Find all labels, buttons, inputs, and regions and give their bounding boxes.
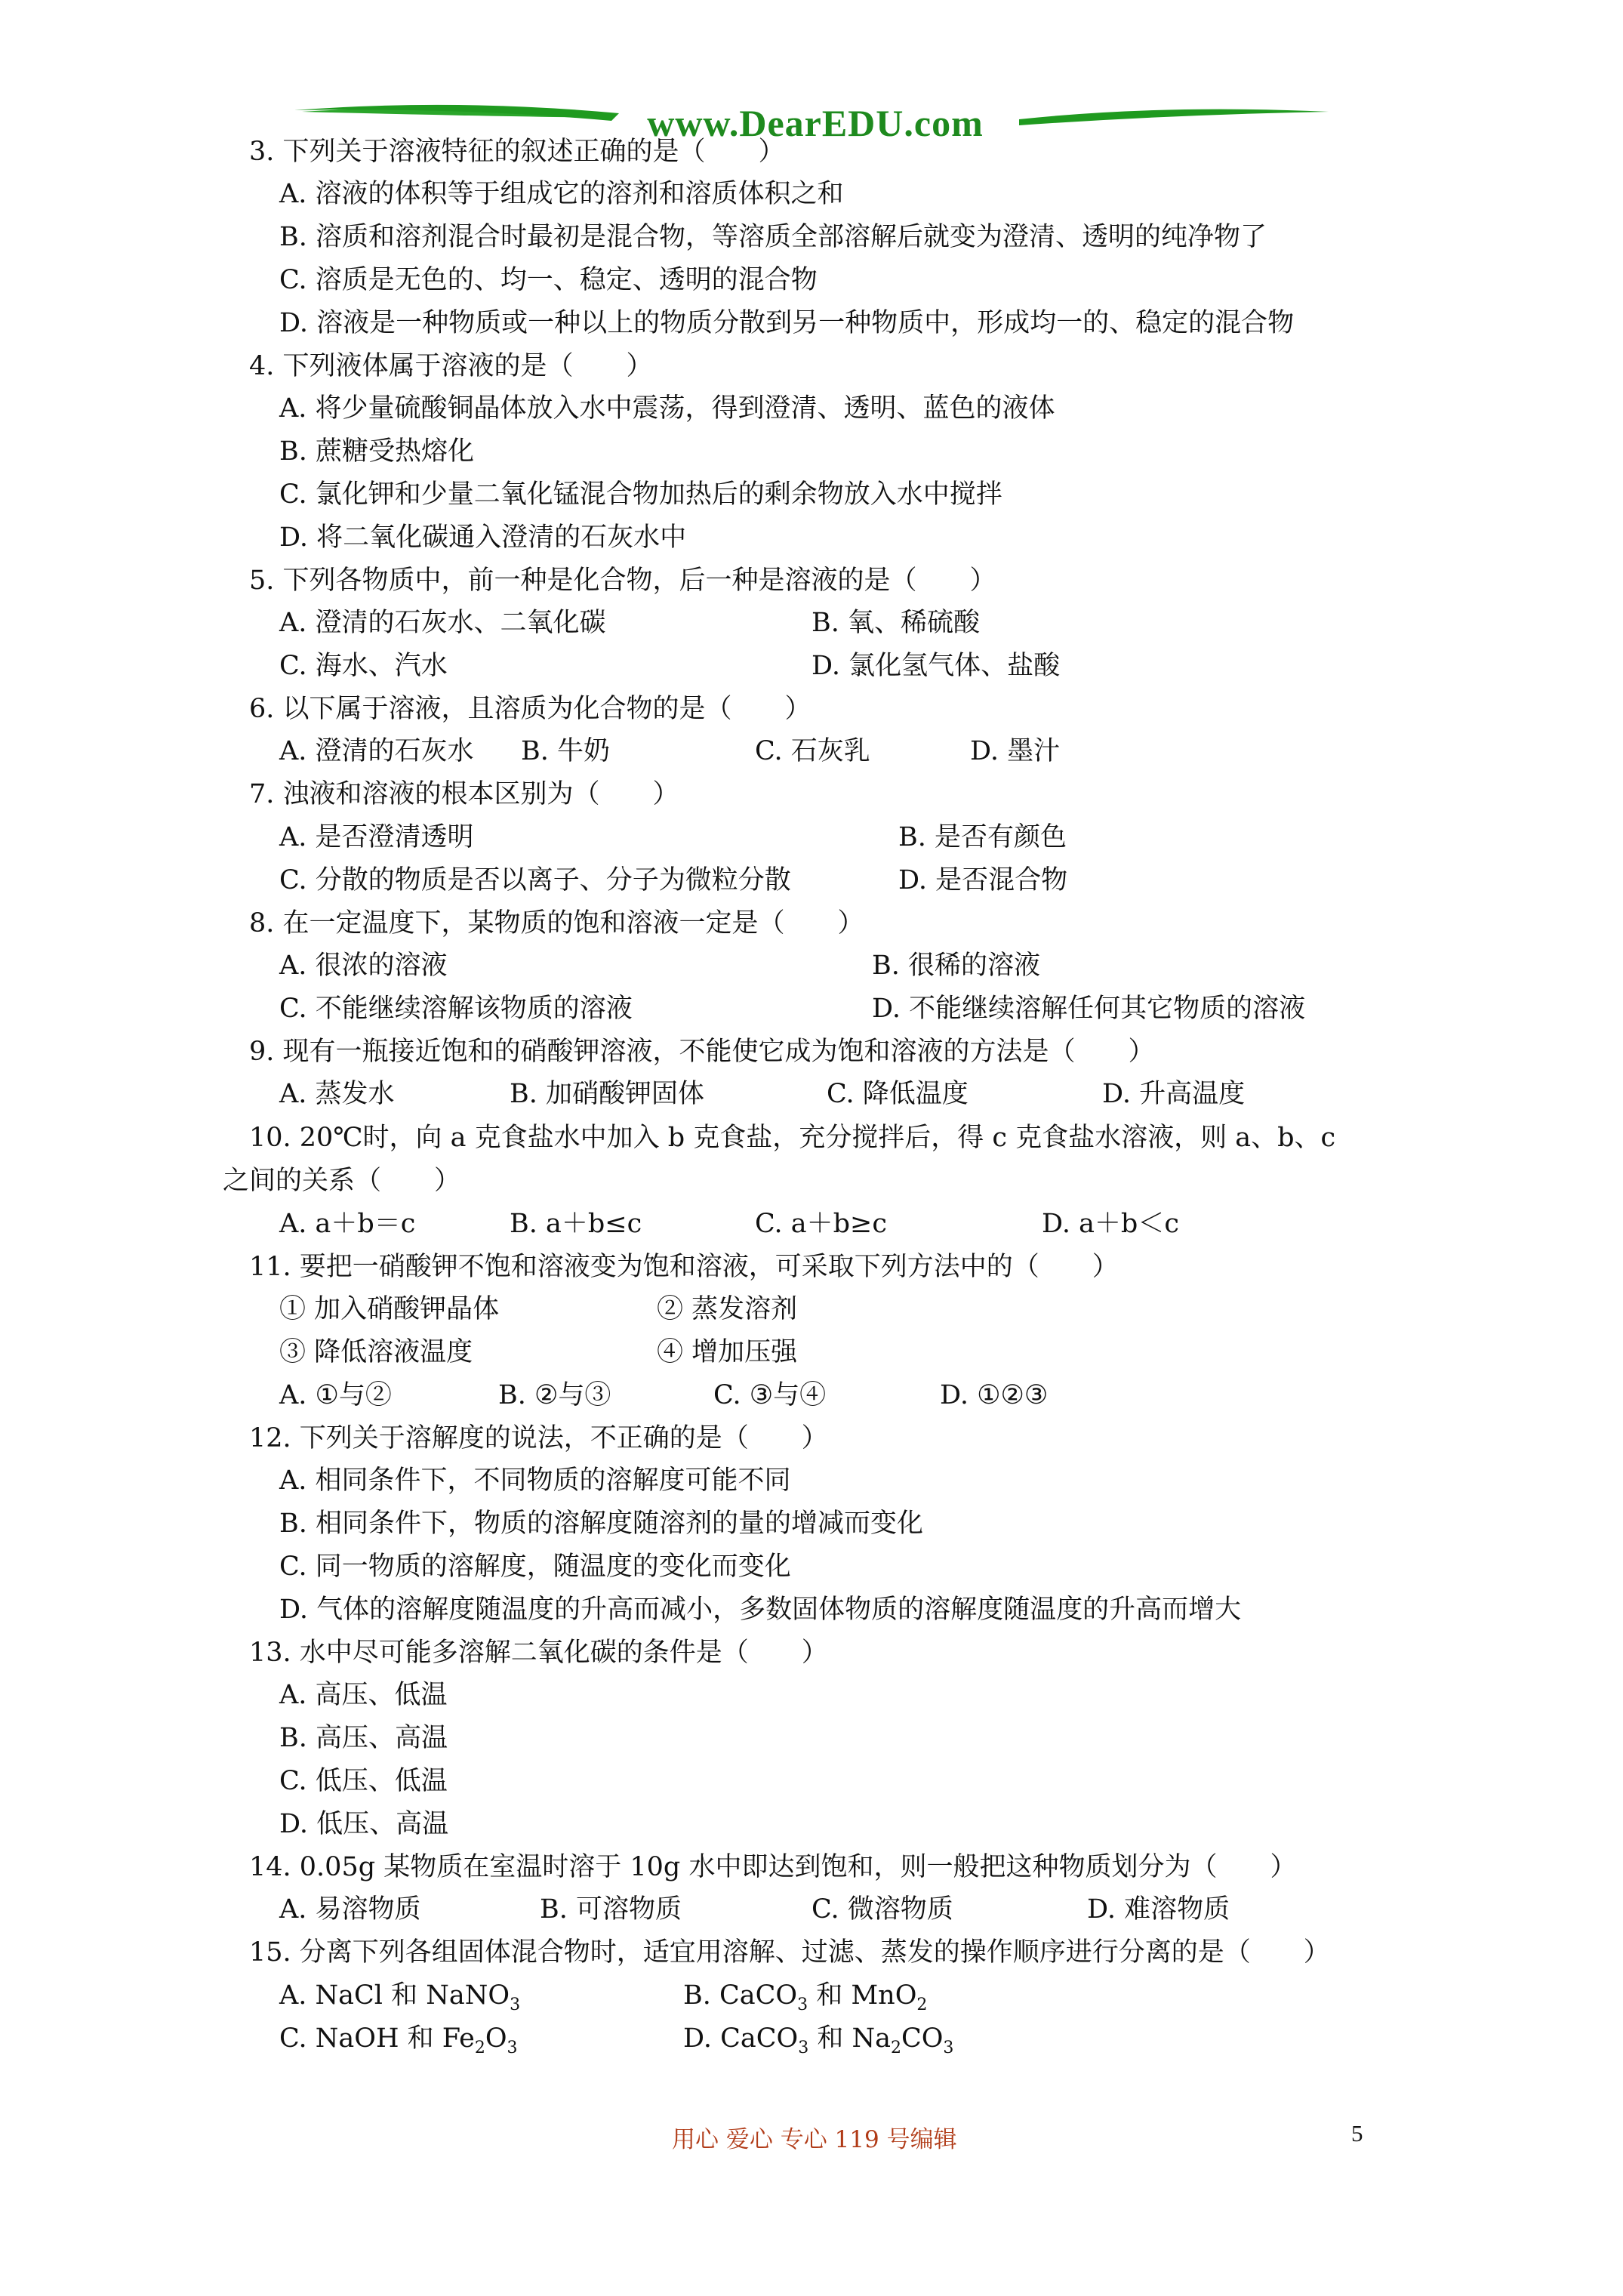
- option: A. 是否澄清透明: [279, 822, 474, 852]
- option: B. CaCO$_3$ 和 MnO$_2$: [683, 1980, 928, 2014]
- option: C. 海水、汽水: [279, 651, 448, 681]
- option: D. 是否混合物: [898, 865, 1068, 895]
- option: B. 溶质和溶剂混合时最初是混合物，等溶质全部溶解后就变为澄清、透明的纯净物了: [279, 222, 1267, 252]
- question-stem-continued: 之间的关系（ ）: [223, 1166, 461, 1196]
- option: D. 溶液是一种物质或一种以上的物质分散到另一种物质中，形成均一的、稳定的混合物: [279, 308, 1295, 338]
- option: A. ①与②: [279, 1380, 392, 1410]
- option: D. a＋b＜c: [1042, 1209, 1179, 1239]
- option: C. 微溶物质: [812, 1894, 953, 1925]
- option: B. 牛奶: [521, 736, 610, 766]
- option: B. 高压、高温: [279, 1723, 448, 1753]
- question-stem: 11. 要把一硝酸钾不饱和溶液变为饱和溶液，可采取下列方法中的（ ）: [249, 1252, 1119, 1282]
- option: C. ③与④: [713, 1380, 827, 1410]
- option: B. 可溶物质: [540, 1894, 682, 1925]
- question-stem: 7. 浊液和溶液的根本区别为（ ）: [249, 779, 679, 809]
- option: C. 低压、低温: [279, 1766, 448, 1796]
- option: A. 溶液的体积等于组成它的溶剂和溶质体积之和: [279, 179, 844, 209]
- option: D. 墨汁: [970, 736, 1061, 766]
- option: C. 降低温度: [827, 1079, 969, 1109]
- question-stem: 10. 20℃时，向 a 克食盐水中加入 b 克食盐，充分搅拌后，得 c 克食盐水溶液，则 a、b、c: [249, 1123, 1336, 1153]
- question-stem: 12. 下列关于溶解度的说法，不正确的是（ ）: [249, 1423, 828, 1453]
- page-number: 5: [1351, 2120, 1363, 2147]
- option: A. NaCl 和 NaNO$_3$: [279, 1980, 521, 2014]
- option: C. a＋b≥c: [755, 1209, 887, 1239]
- option: A. 澄清的石灰水: [279, 736, 474, 766]
- option: D. 升高温度: [1102, 1079, 1246, 1109]
- option: D. 难溶物质: [1087, 1894, 1230, 1925]
- question-stem: 6. 以下属于溶液，且溶质为化合物的是（ ）: [249, 694, 812, 724]
- footer-text: 用心 爱心 专心 119 号编辑: [672, 2126, 957, 2153]
- option: A. 很浓的溶液: [279, 951, 448, 981]
- question-stem: 5. 下列各物质中，前一种是化合物，后一种是溶液的是（ ）: [249, 566, 996, 596]
- option: B. ②与③: [498, 1380, 611, 1410]
- method-item: ④ 增加压强: [657, 1337, 798, 1367]
- option: C. NaOH 和 $Fe_2O_3$: [279, 2023, 518, 2057]
- option: B. 加硝酸钾固体: [510, 1079, 704, 1109]
- option: A. 蒸发水: [279, 1079, 395, 1109]
- question-stem: 15. 分离下列各组固体混合物时，适宜用溶解、过滤、蒸发的操作顺序进行分离的是（ ）: [249, 1937, 1330, 1968]
- option: B. 是否有颜色: [898, 822, 1067, 852]
- option: D. 将二氧化碳通入澄清的石灰水中: [279, 522, 687, 553]
- option: C. 氯化钾和少量二氧化锰混合物加热后的剩余物放入水中搅拌: [279, 479, 1002, 510]
- option: D. 不能继续溶解任何其它物质的溶液: [872, 994, 1306, 1024]
- option: A. 澄清的石灰水、二氧化碳: [279, 608, 606, 638]
- option: B. 很稀的溶液: [872, 951, 1040, 981]
- option: B. 氧、稀硫酸: [812, 608, 980, 638]
- option: D. 低压、高温: [279, 1809, 449, 1839]
- method-item: ② 蒸发溶剂: [657, 1294, 798, 1324]
- question-stem: 14. 0.05g 某物质在室温时溶于 10g 水中即达到饱和，则一般把这种物质划分为（ ）: [249, 1852, 1297, 1882]
- method-item: ① 加入硝酸钾晶体: [279, 1294, 500, 1324]
- option: A. 相同条件下，不同物质的溶解度可能不同: [279, 1465, 791, 1496]
- option: C. 石灰乳: [755, 736, 870, 766]
- option: C. 不能继续溶解该物质的溶液: [279, 994, 633, 1024]
- question-stem: 4. 下列液体属于溶液的是（ ）: [249, 351, 653, 381]
- option: D. CaCO$_3$ 和 $Na_2CO_3$: [683, 2023, 954, 2057]
- option: D. 氯化氢气体、盐酸: [812, 651, 1061, 681]
- question-stem: 13. 水中尽可能多溶解二氧化碳的条件是（ ）: [249, 1638, 828, 1668]
- question-stem: 9. 现有一瓶接近饱和的硝酸钾溶液，不能使它成为饱和溶液的方法是（ ）: [249, 1037, 1155, 1067]
- option: A. 易溶物质: [279, 1894, 421, 1925]
- option: A. a＋b＝c: [279, 1209, 416, 1239]
- option: A. 高压、低温: [279, 1680, 448, 1710]
- method-item: ③ 降低溶液温度: [279, 1337, 473, 1367]
- option: C. 溶质是无色的、均一、稳定、透明的混合物: [279, 265, 818, 295]
- header-site-name: www.DearEDU.com: [647, 102, 984, 144]
- option: B. 相同条件下，物质的溶解度随溶剂的量的增减而变化: [279, 1509, 923, 1539]
- option: B. 蔗糖受热熔化: [279, 436, 474, 467]
- option: D. 气体的溶解度随温度的升高而减小，多数固体物质的溶解度随温度的升高而增大: [279, 1595, 1242, 1625]
- option: D. ①②③: [940, 1380, 1049, 1410]
- question-stem: 8. 在一定温度下，某物质的饱和溶液一定是（ ）: [249, 908, 864, 938]
- option: B. a＋b≤c: [510, 1209, 642, 1239]
- option: C. 分散的物质是否以离子、分子为微粒分散: [279, 865, 791, 895]
- option: A. 将少量硫酸铜晶体放入水中震荡，得到澄清、透明、蓝色的液体: [279, 393, 1055, 424]
- option: C. 同一物质的溶解度，随温度的变化而变化: [279, 1552, 791, 1582]
- question-stem: 3. 下列关于溶液特征的叙述正确的是（ ）: [249, 137, 785, 167]
